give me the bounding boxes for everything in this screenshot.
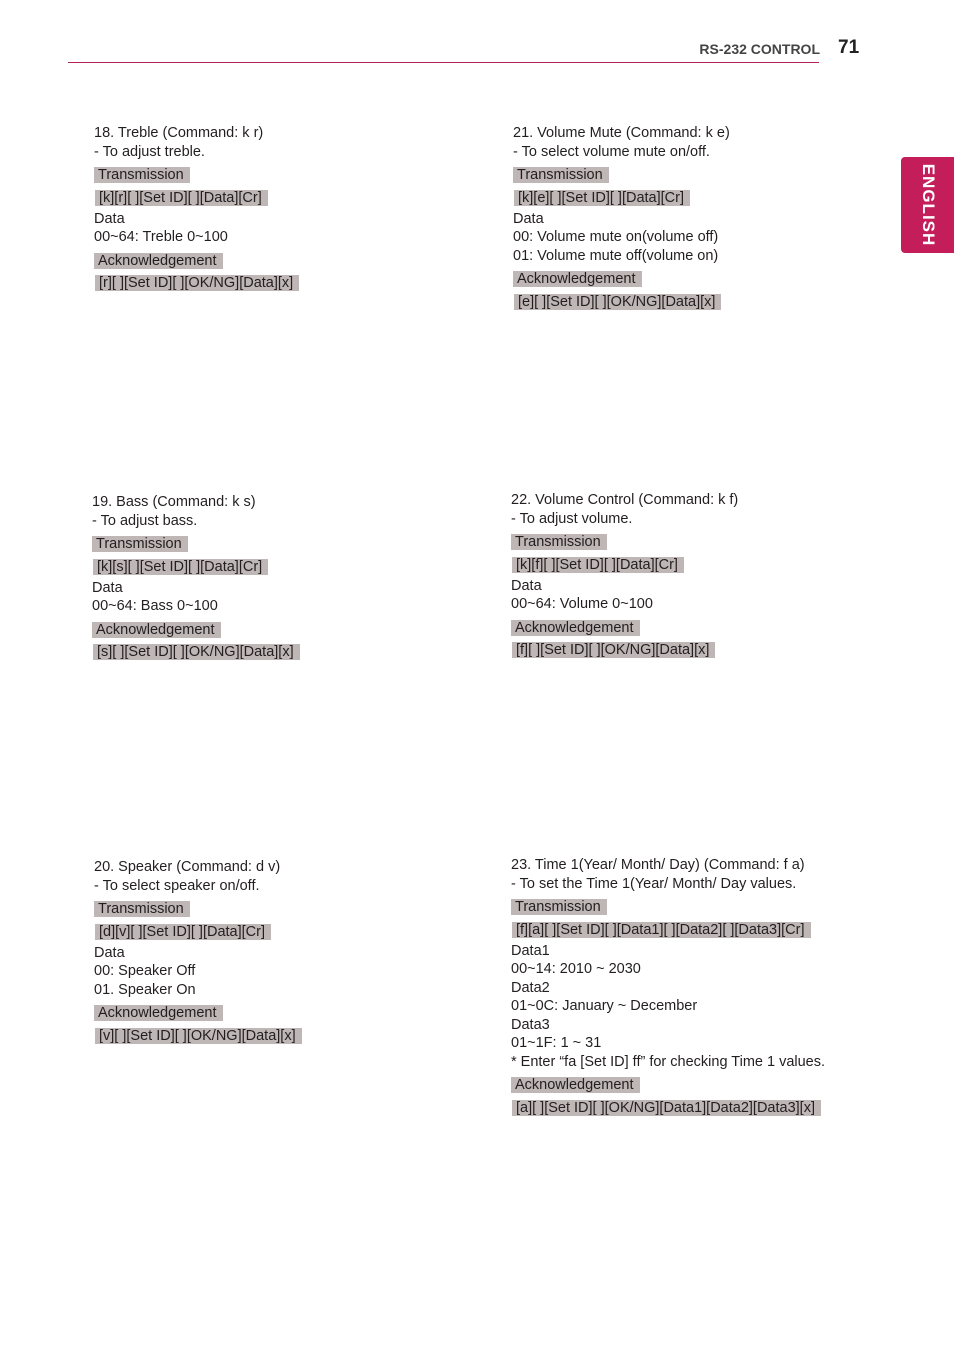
acknowledgement-command: [s][ ][Set ID][ ][OK/NG][Data][x] [92, 644, 300, 660]
data-line: 00~64: Volume 0~100 [511, 596, 653, 612]
section-title: 23. Time 1(Year/ Month/ Day) (Command: f a) [511, 857, 805, 873]
transmission-command: [k][e][ ][Set ID][ ][Data][Cr] [513, 190, 690, 206]
section-volume-control [511, 491, 738, 662]
data-line: 00: Volume mute on(volume off) [513, 229, 719, 245]
data-line: Data2 [511, 979, 550, 996]
language-tab-label: ENGLISH [918, 163, 938, 247]
data-line: 01: Volume mute off(volume on) [513, 247, 719, 264]
acknowledgement-label: Acknowledgement [92, 622, 221, 638]
header-divider [68, 62, 819, 63]
header-title: RS-232 CONTROL [699, 41, 820, 57]
section-time-1 [511, 856, 825, 1120]
data-line: Data [511, 577, 542, 594]
data-line: 01~1F: 1 ~ 31 [511, 1035, 602, 1051]
acknowledgement-command: [r][ ][Set ID][ ][OK/NG][Data][x] [94, 275, 299, 291]
data-line: Data1 [511, 942, 550, 959]
transmission-command: [k][s][ ][Set ID][ ][Data][Cr] [92, 559, 268, 575]
acknowledgement-command: [f][ ][Set ID][ ][OK/NG][Data][x] [511, 642, 715, 658]
section-description: - To adjust volume. [511, 510, 633, 527]
section-description: - To set the Time 1(Year/ Month/ Day values. [511, 875, 797, 892]
acknowledgement-label: Acknowledgement [511, 620, 640, 636]
data-line: Data3 [511, 1016, 550, 1033]
acknowledgement-command: [e][ ][Set ID][ ][OK/NG][Data][x] [513, 294, 721, 310]
section-title: 19. Bass (Command: k s) [92, 494, 256, 510]
transmission-command: [k][f][ ][Set ID][ ][Data][Cr] [511, 557, 684, 573]
transmission-command: [f][a][ ][Set ID][ ][Data1][ ][Data2][ ][Data3][Cr] [511, 922, 811, 938]
transmission-label: Transmission [94, 901, 190, 917]
acknowledgement-command: [a][ ][Set ID][ ][OK/NG][Data1][Data2][Data3][x] [511, 1100, 821, 1116]
data-line: 00~64: Bass 0~100 [92, 598, 218, 614]
acknowledgement-label: Acknowledgement [94, 253, 223, 269]
section-bass [92, 493, 300, 664]
transmission-label: Transmission [511, 534, 607, 550]
transmission-label: Transmission [92, 536, 188, 552]
data-line: 00: Speaker Off [94, 963, 196, 979]
data-line: 01~0C: January ~ December [511, 998, 698, 1014]
data-line: * Enter “fa [Set ID] ff” for checking Time 1 values. [511, 1053, 826, 1070]
section-title: 20. Speaker (Command: d v) [94, 859, 281, 875]
section-description: - To select volume mute on/off. [513, 143, 710, 160]
language-tab [901, 157, 954, 253]
section-description: - To select speaker on/off. [94, 877, 260, 894]
data-line: 01. Speaker On [94, 981, 196, 998]
acknowledgement-label: Acknowledgement [94, 1005, 223, 1021]
data-line: 00~14: 2010 ~ 2030 [511, 961, 641, 977]
transmission-label: Transmission [511, 899, 607, 915]
page-number: 71 [838, 37, 860, 58]
section-description: - To adjust treble. [94, 143, 205, 160]
acknowledgement-label: Acknowledgement [511, 1077, 640, 1093]
transmission-label: Transmission [94, 167, 190, 183]
section-description: - To adjust bass. [92, 512, 198, 529]
section-treble [94, 124, 299, 295]
data-line: Data [94, 944, 125, 961]
data-line: Data [94, 210, 125, 227]
data-line: Data [513, 210, 544, 227]
data-line: 00~64: Treble 0~100 [94, 229, 228, 245]
section-title: 22. Volume Control (Command: k f) [511, 492, 739, 508]
section-title: 21. Volume Mute (Command: k e) [513, 125, 730, 141]
transmission-command: [k][r][ ][Set ID][ ][Data][Cr] [94, 190, 268, 206]
section-speaker [94, 858, 302, 1048]
data-line: Data [92, 579, 123, 596]
transmission-label: Transmission [513, 167, 609, 183]
transmission-command: [d][v][ ][Set ID][ ][Data][Cr] [94, 924, 271, 940]
section-title: 18. Treble (Command: k r) [94, 125, 264, 141]
acknowledgement-command: [v][ ][Set ID][ ][OK/NG][Data][x] [94, 1028, 302, 1044]
section-volume-mute [513, 124, 730, 314]
acknowledgement-label: Acknowledgement [513, 271, 642, 287]
